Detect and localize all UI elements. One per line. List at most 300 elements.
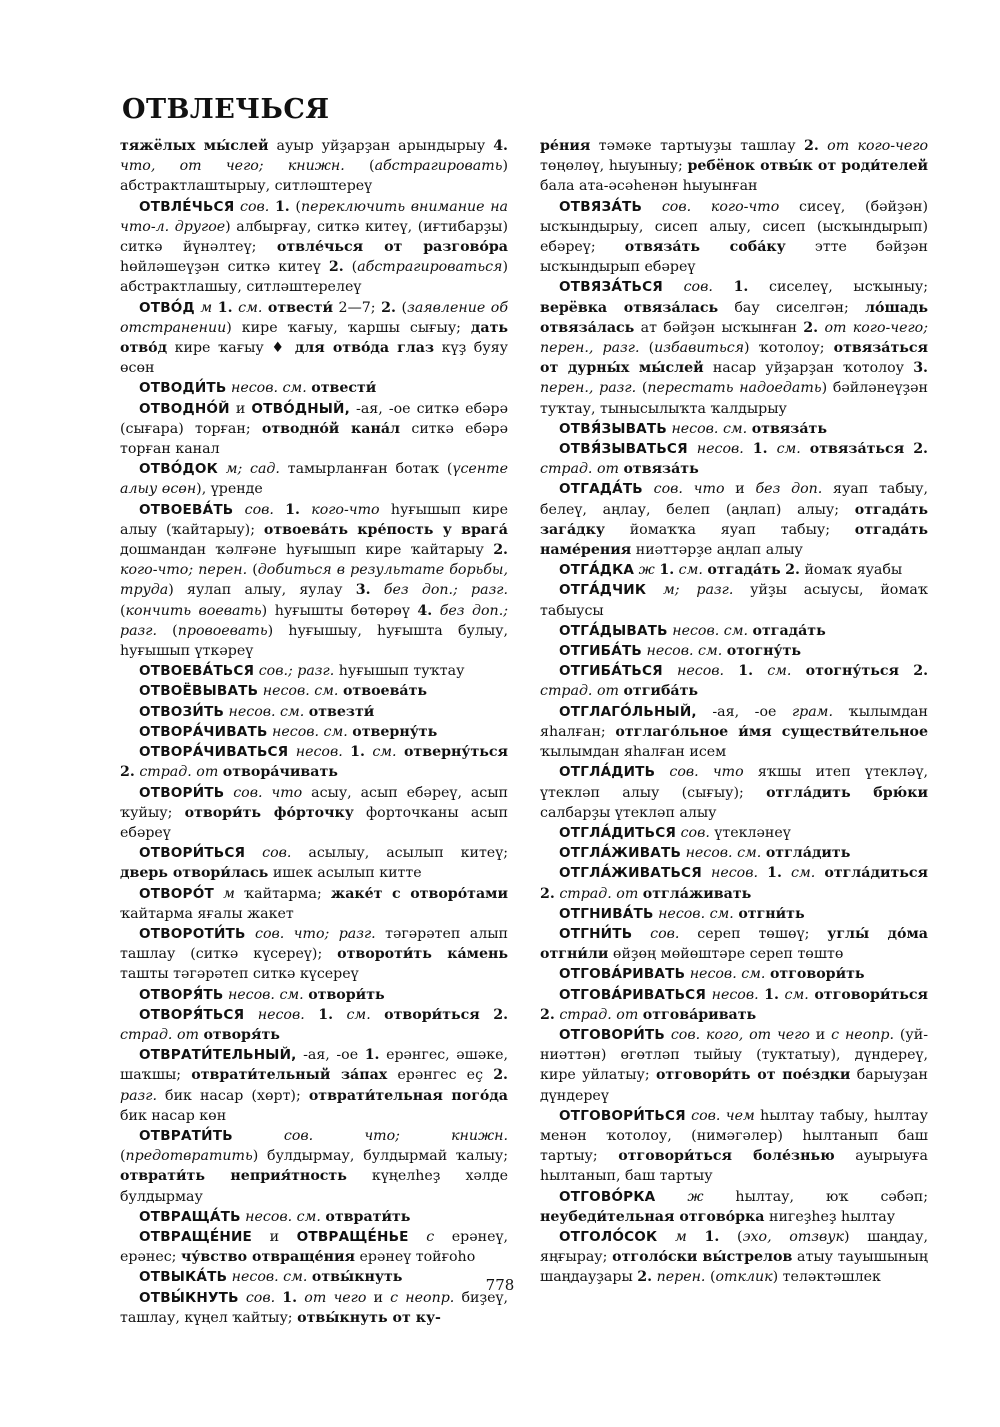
example-phrase: чу́вство отвраще́ния [180,1249,355,1266]
headword: ОТВЯЗА́ТЬСЯ [559,279,663,296]
grammar-label: кого-что [311,501,380,518]
translation-text: ) яулап алыу, яулау [168,582,356,599]
translation-text: ҡылымдан яһалған; [540,703,928,740]
translation-text: ат бәйҙән ысҡынған [634,319,804,336]
translation-text [744,441,753,457]
translation-text: ҡайтарма яғалы жакет [120,905,294,922]
translation-text: ) һуғышты бөтөрөү [261,602,418,619]
translation-text: яуап табыу, белеү, аңлау, белеп (аңлап) алыу; [540,481,929,518]
example-phrase: отголо́ски вы́стрелов [612,1249,793,1266]
headword: ОТГНИВА́ТЬ [559,905,654,922]
example-phrase: ре́ния [540,138,591,154]
example-phrase: верёвка отвяза́лась [540,299,719,316]
entry-continuation [540,136,928,197]
grammar-label: несов. см. [658,905,734,922]
grammar-label: с неопр. [390,1289,455,1306]
translation-text [688,441,697,457]
grammar-label: м [223,885,235,902]
dictionary-entry [120,884,508,924]
grammar-label: предотвратить [125,1148,253,1165]
grammar-label: перен. [656,1269,706,1286]
grammar-label: несов. см. [230,380,307,397]
grammar-label: см. [346,1006,371,1023]
example-phrase: 2. [493,542,508,559]
example-phrase: 4. [493,138,508,154]
grammar-label: сов. [240,198,270,215]
example-phrase: 2. [120,764,135,781]
dictionary-entry [540,985,928,1025]
headword: ОТГОВОРИ́ТЬСЯ [559,1107,686,1124]
grammar-label: от кого-чего [827,138,928,154]
grammar-label: см. [678,562,703,579]
grammar-label: м; разг. [663,582,734,599]
grammar-label: от чего [304,1289,367,1306]
headword: ОТВО́Д [139,299,195,316]
translation-text [663,663,677,679]
example-phrase: отвести́ [267,299,333,316]
grammar-label: что, от чего; книжн. [120,158,345,175]
dictionary-entry [540,479,928,560]
translation-text [246,926,255,942]
translation-text: -ая, -ое ситкә ебәрә (сығара) торған; [120,400,508,437]
translation-text [218,461,226,477]
grammar-label: м [675,1228,687,1245]
example-phrase: дверь отвори́лась [120,865,269,882]
translation-text: ауыр уйҙарҙан арындырыу [268,138,494,154]
translation-text [288,744,295,760]
example-phrase: отвора́чивать [222,764,338,781]
dictionary-entry [120,681,508,701]
translation-text [724,663,738,679]
translation-text: ерәнеү, ерәнес; [120,1228,508,1266]
example-phrase: отглаго́льное и́мя существи́тельное [615,723,928,740]
grammar-label: несов. см. [672,622,748,639]
translation-text: бала ата-әсәһенән һыуынған [540,178,758,195]
headword: ОТВОРО́Т [139,885,214,902]
translation-text: ( [343,259,358,276]
translation-text: 2—7; [333,299,382,316]
headword: ОТВРАЩА́ТЬ [139,1208,241,1225]
example-phrase: для отво́да глаз [294,340,435,357]
grammar-label: избавиться [654,340,745,357]
grammar-label: страд. от [559,1006,639,1023]
grammar-label: ж [638,562,655,579]
example-phrase: ло́шадь отвяза́лась [540,299,928,336]
example-phrase: 1. [738,663,754,680]
translation-text: ҡайтарма; [234,885,331,902]
translation-text [245,845,262,861]
dictionary-entry [540,904,928,924]
headword: ОТВОРЯ́ТЬ [139,986,224,1003]
translation-text: бик насар (хөрт); [156,1087,309,1104]
translation-text [655,764,669,780]
grammar-label: м [200,299,213,316]
grammar-label: от кого-чего; перен., разг. [540,319,928,357]
grammar-label: без доп. [755,481,823,498]
example-phrase: отверну́ть [352,723,438,740]
translation-text [480,1007,493,1023]
translation-text: ситкә ебәрә торған канал [120,420,508,458]
headword: ОТГИБА́ТЬ [559,643,642,660]
example-phrase: отвы́кнуть [311,1269,403,1286]
headword: ОТВОЕВА́ТЬСЯ [139,663,255,680]
grammar-label: сов. [680,824,710,841]
translation-text [758,865,767,881]
dictionary-entry [120,459,508,499]
example-phrase: отгла́дить брю́ки [766,784,928,801]
example-phrase: 2. [637,1269,653,1286]
headword: ОТВОЕВА́ТЬ [139,501,234,518]
translation-text: ( [289,198,301,215]
headword: ОТГОВО́РКА [559,1188,656,1205]
translation-text: яҡшы итеп үтекләү, үтекләп алыу (сығыу); [540,764,928,801]
dictionary-entry [120,298,508,379]
example-phrase: отворя́ть [203,1026,280,1043]
example-phrase: отвяза́ться от дурны́х мы́слей [540,340,929,377]
grammar-label: несов. [711,865,758,882]
example-phrase: отвезти́ [308,703,375,720]
headword: ОТГЛА́ДИТЬ [559,764,656,781]
example-phrase: 1. [704,1228,720,1245]
grammar-label: несов. см. [685,845,762,862]
grammar-label: провоевать [177,622,268,639]
example-phrase: 1. [764,986,779,1003]
grammar-label: сов. [245,1289,276,1306]
dictionary-entry [540,661,928,701]
dictionary-entry [120,702,508,722]
example-phrase: 2. [540,885,555,902]
translation-text [224,785,233,801]
example-phrase: отвоева́ть кре́пость у врага́ [263,521,508,538]
translation-text [899,663,913,679]
headword: ОТВРАТИ́ТЕЛЬНЫЙ, [139,1047,297,1064]
translation-text [801,441,810,457]
headword: ОТВОРА́ЧИВАТЬ [139,723,268,740]
translation-text: ҡылымдан яһалған исем [540,744,727,761]
example-phrase: отгиба́ть [623,683,699,700]
headword: ОТГА́ДЧИК [559,582,647,599]
translation-text: и [724,481,756,498]
translation-text: ( [636,380,648,397]
dictionary-entry [120,742,508,782]
grammar-label: заявление об отстранении [120,299,508,336]
headword: ОТВО́ДОК [139,461,218,478]
example-phrase: отвори́ть [308,986,385,1003]
dictionary-entry [540,702,928,763]
example-phrase: отвы́кнуть от ку- [297,1309,441,1326]
example-phrase: отговори́ться боле́знью [618,1148,835,1165]
grammar-label: несов. [295,744,343,761]
dictionary-entry [120,985,508,1005]
example-phrase: 1. [282,1289,298,1306]
translation-text: и [366,1289,391,1306]
example-phrase: 4. [417,602,433,619]
example-phrase: отврати́тельный за́пах [191,1067,388,1084]
translation-text: тәмәке тартыуҙы ташлау [590,138,804,154]
translation-text: салбарҙы үтекләп алыу [540,804,717,821]
grammar-label: перен., разг. [540,380,637,397]
translation-text: и [229,400,252,417]
example-phrase: отвори́ть фо́рточку [184,804,354,821]
grammar-label: сов. кого-что [661,198,780,215]
dictionary-entry [540,762,928,823]
translation-text: ) бәйләнеүҙән туҡтау, тынысылыҡта ҡалдырыу [540,380,928,417]
dictionary-entry [120,1005,508,1045]
grammar-label: несов. см. [262,683,339,700]
grammar-label: сов. что; книжн. [283,1127,509,1144]
dictionary-entry [540,843,928,863]
dictionary-entry [540,439,928,479]
dictionary-entry [120,1227,508,1267]
headword: ОТГОЛО́СОК [559,1228,658,1245]
grammar-label: ж [687,1188,704,1205]
headword: ОТВОРЯ́ТЬСЯ [139,1006,245,1023]
grammar-label: страд. от [540,683,619,700]
headword: ОТВОРА́ЧИВАТЬСЯ [139,744,289,761]
headword: ОТГЛА́ЖИВАТЬ [559,845,682,862]
example-phrase: 3. [913,360,928,377]
translation-text [657,1229,675,1245]
page-number: 778 [485,1276,515,1294]
dictionary-entry [120,783,508,844]
headword: ОТГИБА́ТЬСЯ [559,663,663,680]
example-phrase: 2. [328,259,344,276]
example-phrase: отгада́ть [707,562,781,579]
translation-text [233,502,244,518]
example-phrase: 1. [752,441,768,458]
translation-text [663,279,684,295]
translation-text [642,199,662,215]
entry-continuation [120,136,508,197]
translation-text: асылыу, асылып китеү; [291,845,508,862]
grammar-label: страд. от [139,764,219,781]
grammar-label: перестать надоедать [647,380,822,397]
example-phrase: отвяза́ть соба́ку [624,239,786,256]
translation-text: йомаҡ яуабы [799,562,903,579]
translation-text: сереп төшөү; [679,925,828,942]
grammar-label: несов. [711,986,759,1003]
grammar-label: см. [791,865,816,882]
example-phrase: 1. [285,501,300,518]
example-phrase: 2. [913,441,928,458]
grammar-label: без доп.; разг. [383,582,508,599]
translation-text [646,582,663,598]
translation-text: бау сиселгән; [718,299,865,316]
translation-text [782,865,791,881]
dictionary-entry [120,399,508,460]
translation-text [371,582,384,598]
grammar-label: без доп.; разг. [120,602,508,639]
dictionary-entry [120,1207,508,1227]
translation-text: -ая, -ое [696,703,792,720]
headword: ОТВЫ́КНУТЬ [139,1289,239,1306]
headword: ОТВРАЩЕ́НЬЕ [296,1228,409,1245]
headword: ОТВЯ́ЗЫВАТЬСЯ [559,441,688,458]
headword: ОТВО́ДНЫЙ, [251,400,350,417]
headword: ОТВОРИ́ТЬСЯ [139,845,246,862]
translation-text: тәгәрәтеп алып ташлау (ситкә күсереү); [120,925,508,963]
example-phrase: 2. [913,663,929,680]
example-phrase: отгла́диться [824,865,929,882]
headword: ОТВЛЕ́ЧЬСЯ [139,198,235,215]
example-phrase: 3. [355,582,371,599]
translation-text: ( [395,299,408,316]
headword: ОТГОВА́РИВАТЬ [559,966,686,983]
example-phrase: отвороти́ть ка́мень [337,946,508,963]
grammar-label: сов.; разг. [258,663,335,680]
grammar-label: несов. [257,1006,305,1023]
translation-text: ( [247,562,258,579]
translation-text [687,1229,705,1245]
translation-text: йомаҡҡа яуап табыу; [604,521,855,538]
example-phrase: 2. [803,319,819,336]
translation-text: ишек асылып китте [268,865,422,882]
translation-text: дошмандан ҡәлғәне һуғышып кире ҡайтарыу [120,542,494,559]
translation-text: сисеү, (бәйҙән) ысҡындырыу, сисеп алыу, сисеп (ысҡындырып) ебәреү; [540,198,928,256]
example-phrase: отогну́ть [726,643,802,660]
dictionary-entry [540,641,928,661]
headword: ОТВОЗИ́ТЬ [139,703,225,720]
translation-text [244,1007,257,1023]
headword: ОТВОДИ́ТЬ [139,380,227,397]
translation-text: ерәнгес, әшәке, шаҡшы; [120,1047,508,1084]
headword: ОТВРАТИ́ТЬ [139,1127,233,1144]
translation-text: насар уйҙарҙан ҡотолоу [703,360,914,377]
translation-text [432,603,440,619]
dictionary-entry [540,560,928,580]
translation-text: кире ҡағыу ♦ [167,340,295,357]
grammar-label: см. [784,986,809,1003]
translation-text: ( [719,1228,743,1245]
example-phrase: дать отво́д [120,319,508,357]
dictionary-entry [540,277,928,418]
translation-text: күҙ буяу өсөн [120,340,508,377]
grammar-label: несов. см. [272,723,348,740]
translation-text: (уй-ниәттән) өгөтләп тыйыу (туктатыу), дүндереү, кире уйлатыу; [540,1026,928,1084]
translation-text: барыуҙан дүндереү [540,1067,928,1104]
headword: ОТВОЁВЫВАТЬ [139,683,259,700]
dictionary-entry [540,863,928,903]
dictionary-entry [540,580,928,620]
translation-text: һуғышып кире алыу (ҡайтарыу); [120,501,509,538]
translation-text: асыу, асып ебәреү, асып ҡуйыу; [120,784,509,821]
grammar-label: эхо, отзвук [742,1228,844,1245]
translation-text: ) шаңдау, яңғырау; [540,1228,929,1266]
translation-text: ) һуғышыу, һуғышта булыу, һуғышып үткәреү [120,622,509,660]
grammar-label: несов. см. [245,1208,321,1225]
dictionary-entry [540,924,928,964]
example-phrase: углы́ до́ма отгни́ли [540,925,928,963]
translation-text [815,865,824,881]
translation-text: ) албырғау, ситкә китеү, (иғтибарҙы) ситкә йүнәлтеү; [120,218,508,256]
translation-text: ерәнеү тойғоһо [354,1249,476,1266]
grammar-label: абстрагироваться [357,259,503,276]
running-head: ОТВЛЕЧЬСЯ [122,94,330,125]
example-phrase: жаке́т с отворо́тами [330,885,509,902]
grammar-label: добиться в результате борьбы, труда [120,562,508,599]
translation-text [409,1229,427,1245]
example-phrase: отгада́ть [752,622,826,639]
example-phrase: отгада́ть зага́дку [540,501,928,538]
headword: ОТГНИ́ТЬ [559,925,633,942]
dictionary-entry [120,197,508,298]
headword: ОТВОРОТИ́ТЬ [139,925,246,942]
example-phrase: отгада́ть наме́рения [540,521,928,559]
grammar-label: несов. см. [646,643,723,660]
example-phrase: отврати́ть [325,1208,411,1225]
grammar-label: сов. [650,925,680,942]
grammar-label: несов. см. [231,1269,308,1286]
translation-text: и [252,1228,297,1245]
translation-text: сиселеү, ысҡыныу; [748,279,928,296]
translation-text [643,481,654,497]
grammar-label: с неопр. [831,1026,894,1043]
grammar-label: разг. [120,1087,157,1104]
translation-text [768,441,777,457]
example-phrase: 2. [803,138,819,154]
grammar-label: см. [767,663,792,680]
translation-text: ( [120,1148,126,1165]
grammar-label: абстрагировать [374,158,503,175]
grammar-label: грам. [791,703,833,720]
grammar-label: страд. от [120,1026,199,1043]
translation-text [300,502,311,518]
translation-text: ) булдырмау, булдырмай ҡалыу; [252,1148,508,1165]
translation-text: ерәнгес еҫ [387,1067,494,1084]
translation-text [702,865,711,881]
translation-text: төңөлөү, һыуыныу; [540,158,688,175]
example-phrase: отвяза́ть [623,461,699,478]
example-phrase: 2. [493,1067,508,1084]
dictionary-entry [120,843,508,883]
translation-text: һөйләшеүҙән ситкә китеү [120,259,329,276]
translation-text: һуғышып туҡтау [334,663,465,680]
grammar-label: сов. кого, от чего [670,1026,810,1043]
left-column [120,136,508,1328]
example-phrase: 2. [493,1006,509,1023]
headword: ОТВОДНО́Й [139,400,230,417]
translation-text: ) кире ҡағыу, ҡаршы сығыу; [226,319,471,336]
example-phrase: 2. [381,299,396,316]
dictionary-entry [540,621,928,641]
dictionary-entry [120,1045,508,1126]
example-phrase: отгова́ривать [642,1006,757,1023]
example-phrase: отвяза́ть [751,420,827,437]
example-phrase: отврати́тельная пого́да [308,1087,509,1104]
dictionary-entry [120,722,508,742]
dictionary-entry [540,823,928,843]
grammar-label: несов. [696,441,744,458]
grammar-label: отклик [715,1269,773,1286]
grammar-label: м; сад. [225,461,280,478]
translation-text: тамырланған ботаҡ ( [279,461,453,478]
grammar-label: с [426,1228,435,1245]
headword: ОТГЛА́ЖИВАТЬСЯ [559,865,702,882]
translation-text: ) абстрактлашыу, ситләштерелеү [120,259,508,296]
translation-text: форточканы асып ебәреү [120,804,508,841]
grammar-label: сов. что [669,764,744,781]
grammar-label: сов. [262,845,292,862]
grammar-label: несов. см. [689,966,766,983]
headword: ОТГАДА́ТЬ [559,481,643,498]
dictionary-entry [540,964,928,984]
example-phrase: 1. [318,1006,334,1023]
translation-text: ( [120,602,126,619]
translation-text [713,279,734,295]
translation-text [233,1128,284,1144]
grammar-label: сов. [244,501,274,518]
example-phrase: отвяза́ться [809,441,905,458]
